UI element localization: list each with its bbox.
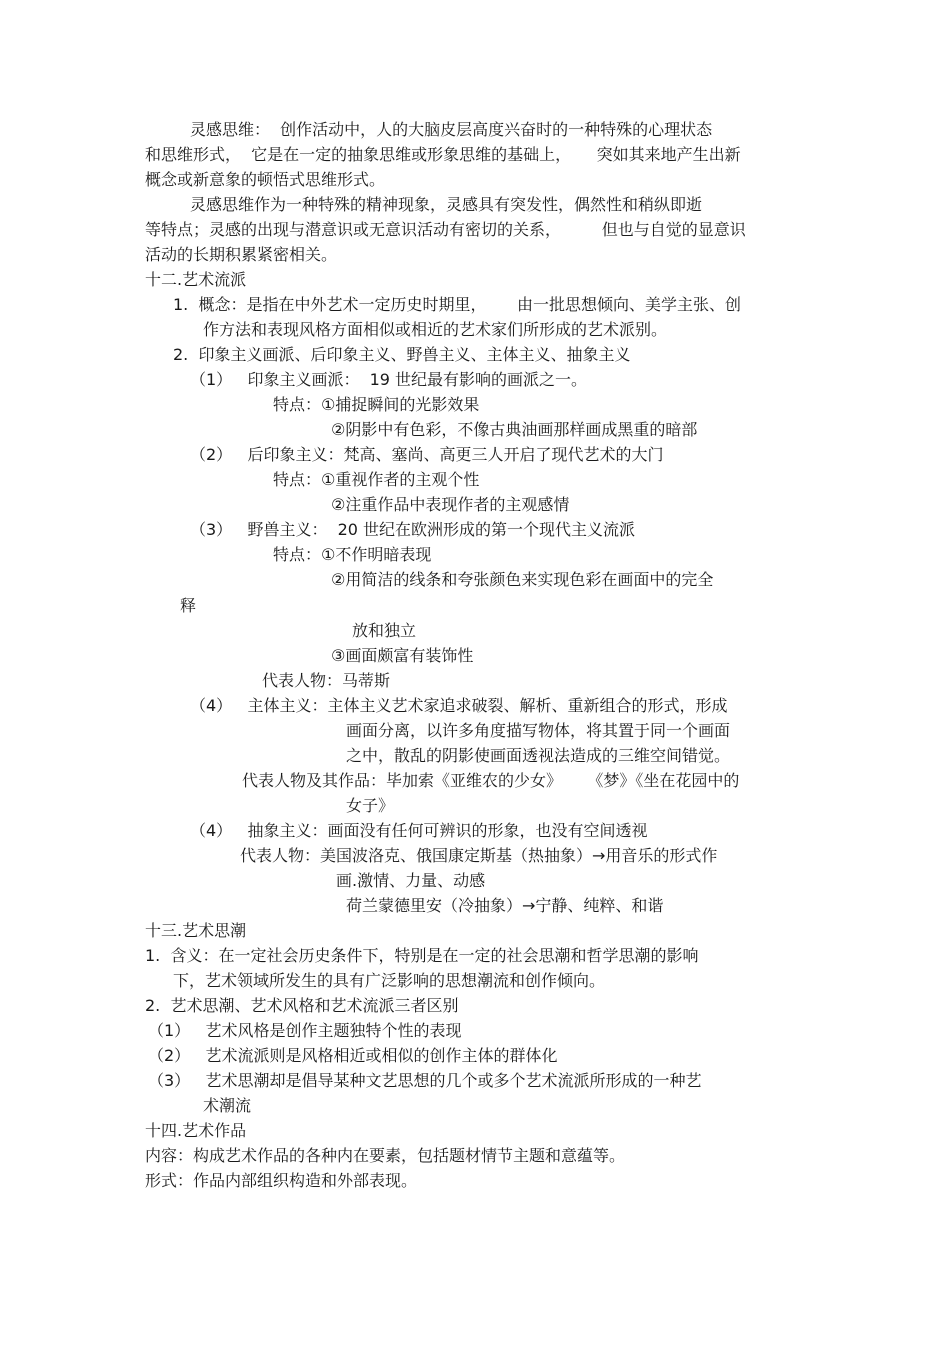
- text-line: （4） 主体主义：主体主义艺术家追求破裂、解析、重新组合的形式，形成: [190, 696, 728, 715]
- text-line: 灵感思维： 创作活动中，人的大脑皮层高度兴奋时的一种特殊的心理状态: [190, 120, 713, 139]
- text-line: （3） 野兽主义： 20 世纪在欧洲形成的第一个现代主义流派: [190, 520, 636, 539]
- text-line: 之中，散乱的阴影使画面透视法造成的三维空间错觉。: [346, 746, 731, 765]
- text-line: （2） 艺术流派则是风格相近或相似的创作主体的群体化: [148, 1046, 558, 1065]
- text-line: （4） 抽象主义：画面没有任何可辨识的形象，也没有空间透视: [190, 821, 648, 840]
- text-line: 画面分离，以许多角度描写物体，将其置于同一个画面: [346, 721, 731, 740]
- text-line: 释: [180, 596, 197, 615]
- text-line: 代表人物：美国波洛克、俄国康定斯基（热抽象）→用音乐的形式作: [240, 846, 718, 865]
- text-line: 2. 印象主义画派、后印象主义、野兽主义、主体主义、抽象主义: [173, 345, 631, 364]
- text-line: ②阴影中有色彩，不像古典油画那样画成黑重的暗部: [331, 420, 698, 439]
- text-line: 等特点；灵感的出现与潜意识或无意识活动有密切的关系， 但也与自觉的显意识: [145, 220, 746, 239]
- text-line: 放和独立: [352, 621, 417, 640]
- text-line: （1） 艺术风格是创作主题独特个性的表现: [148, 1021, 462, 1040]
- text-line: 荷兰蒙德里安（冷抽象）→宁静、纯粹、和谐: [346, 896, 664, 915]
- text-line: 下，艺术领域所发生的具有广泛影响的思想潮流和创作倾向。: [173, 971, 606, 990]
- text-line: 2. 艺术思潮、艺术风格和艺术流派三者区别: [145, 996, 459, 1015]
- text-line: 作方法和表现风格方面相似或相近的艺术家们所形成的艺术派别。: [203, 320, 668, 339]
- text-line: 灵感思维作为一种特殊的精神现象，灵感具有突发性，偶然性和稍纵即逝: [190, 195, 703, 214]
- text-line: 代表人物：马蒂斯: [262, 671, 391, 690]
- text-line: 活动的长期积累紧密相关。: [145, 245, 338, 264]
- text-line: ②注重作品中表现作者的主观感情: [331, 495, 570, 514]
- text-line: 和思维形式， 它是在一定的抽象思维或形象思维的基础上， 突如其来地产生出新: [145, 145, 741, 164]
- text-line: 术潮流: [203, 1096, 252, 1115]
- text-line: ③画面颇富有装饰性: [331, 646, 474, 665]
- text-line: 画.激情、力量、动感: [336, 871, 486, 890]
- section-heading: 十四.艺术作品: [145, 1121, 247, 1140]
- text-line: （1） 印象主义画派： 19 世纪最有影响的画派之一。: [190, 370, 588, 389]
- text-line: 女子》: [346, 796, 395, 815]
- section-heading: 十二.艺术流派: [145, 270, 247, 289]
- text-line: 特点：①捕捉瞬间的光影效果: [273, 395, 480, 414]
- text-line: 内容：构成艺术作品的各种内在要素，包括题材情节主题和意蕴等。: [145, 1146, 626, 1165]
- text-line: 概念或新意象的顿悟式思维形式。: [145, 170, 386, 189]
- text-line: 特点：①重视作者的主观个性: [273, 470, 480, 489]
- text-line: 1. 概念：是指在中外艺术一定历史时期里， 由一批思想倾向、美学主张、创: [173, 295, 741, 314]
- text-line: 1. 含义：在一定社会历史条件下，特别是在一定的社会思潮和哲学思潮的影响: [145, 946, 699, 965]
- text-line: 特点：①不作明暗表现: [273, 545, 432, 564]
- text-line: （2） 后印象主义：梵高、塞尚、高更三人开启了现代艺术的大门: [190, 445, 664, 464]
- text-line: 形式：作品内部组织构造和外部表现。: [145, 1171, 418, 1190]
- section-heading: 十三.艺术思潮: [145, 921, 247, 940]
- text-line: （3） 艺术思潮却是倡导某种文艺思想的几个或多个艺术流派所形成的一种艺: [148, 1071, 702, 1090]
- text-line: ②用简洁的线条和夸张颜色来实现色彩在画面中的完全: [331, 570, 714, 589]
- text-line: 代表人物及其作品：毕加索《亚维农的少女》 《梦》《坐在花园中的: [242, 771, 740, 790]
